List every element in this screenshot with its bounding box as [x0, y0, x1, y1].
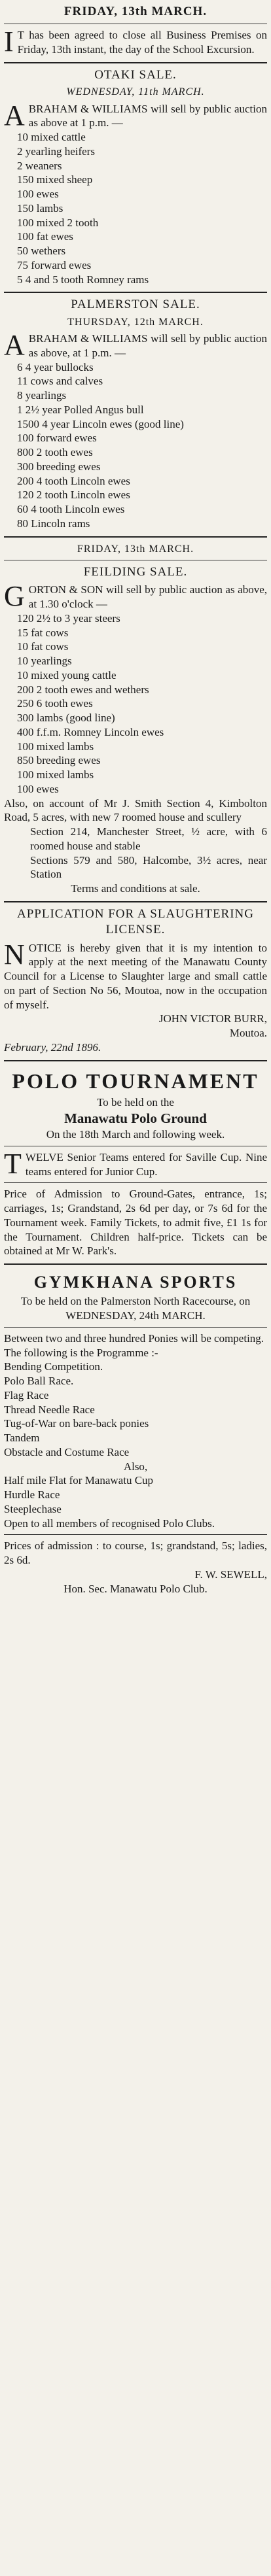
ad-title: PALMERSTON SALE. — [71, 298, 200, 312]
list-item: 200 2 tooth ewes and wethers — [17, 683, 149, 696]
also-text: Also, — [123, 1460, 148, 1473]
list-item: 100 mixed lambs — [17, 768, 94, 781]
list-item: Thread Needle Race — [4, 1403, 95, 1416]
list-item: Flag Race — [4, 1388, 49, 1401]
list-item: 120 2½ to 3 year steers — [17, 611, 120, 625]
list-item: 400 f.f.m. Romney Lincoln ewes — [17, 725, 164, 738]
list-item: 1500 4 year Lincoln ewes (good line) — [17, 417, 184, 430]
ad-title: GYMKHANA SPORTS — [33, 1273, 238, 1292]
list-item: 1 2½ year Polled Angus bull — [17, 403, 144, 416]
list-item: Polo Ball Race. — [4, 1375, 74, 1388]
notice-title: FRIDAY, 13th MARCH. — [63, 5, 208, 18]
stock-list — [4, 360, 267, 531]
license-notice — [4, 902, 267, 1061]
sale-date: WEDNESDAY, 11th MARCH. — [66, 86, 205, 98]
list-item: 10 fat cows — [17, 640, 69, 653]
list-item: 100 ewes — [17, 782, 59, 795]
list-item: 150 mixed sheep — [17, 173, 93, 186]
list-item: 2 weaners — [17, 159, 62, 172]
notice-body: OTICE is hereby given that it is my intention to apply at the next meeting of the Manawatu County Council for a License to Slaughter large and small cattle on part of Section No 56, Moutoa, now in the occupation of myself. — [4, 941, 267, 1011]
programme-intro: The following is the Programme :- — [4, 1346, 158, 1359]
property-section: Section 214, Manchester Street, ½ acre, with 6 roomed house and stable — [30, 825, 267, 852]
ad-title: FEILDING SALE. — [83, 565, 188, 579]
drop-cap: A — [4, 99, 25, 131]
palmerston-sale-ad — [4, 293, 267, 537]
open-text: Open to all members of recognised Polo Clubs. — [4, 1517, 215, 1530]
list-item: 800 2 tooth ewes — [17, 446, 93, 459]
venue: Manawatu Polo Ground — [64, 1110, 207, 1127]
drop-cap: A — [4, 329, 25, 362]
list-item: Tug-of-War on bare-back ponies — [4, 1417, 149, 1430]
list-item: Obstacle and Costume Race — [4, 1445, 130, 1458]
list-item: Tandem — [4, 1432, 40, 1445]
signature-role: Hon. Sec. Manawatu Polo Club. — [63, 1582, 208, 1595]
stock-list — [4, 130, 267, 286]
signature: JOHN VICTOR BURR, — [158, 1012, 267, 1025]
list-item: 2 yearling heifers — [17, 145, 95, 158]
list-item: 200 4 tooth Lincoln ewes — [17, 474, 130, 487]
list-item: 11 cows and calves — [17, 375, 103, 388]
list-item: 850 breeding ewes — [17, 754, 101, 767]
held-text: To be held on the — [97, 1096, 174, 1109]
divider — [4, 1182, 267, 1183]
signature: F. W. SEWELL, — [194, 1568, 267, 1581]
list-item: 150 lambs — [17, 201, 63, 215]
list-item: 50 wethers — [17, 245, 66, 258]
list-item: 100 mixed 2 tooth — [17, 216, 99, 229]
held-text: To be held on the Palmerston North Racecourse, on — [20, 1295, 251, 1308]
notice-date: February, 22nd 1896. — [4, 1040, 101, 1054]
prices-text: Prices of admission : to course, 1s; grandstand, 5s; ladies, 2s 6d. — [4, 1539, 267, 1567]
list-item: 10 yearlings — [17, 655, 72, 668]
list-item: Steeplechase — [4, 1502, 62, 1515]
feilding-sale-ad — [4, 538, 267, 902]
sale-date: THURSDAY, 12th MARCH. — [67, 316, 204, 328]
auction-intro: ORTON & SON will sell by public auction as above, at 1.30 o'clock — — [28, 583, 267, 611]
list-item: 10 mixed young cattle — [17, 668, 117, 681]
drop-cap: N — [4, 938, 25, 970]
gymkhana-sports-ad — [4, 1265, 267, 1601]
drop-cap: I — [4, 26, 14, 58]
auction-intro: BRAHAM & WILLIAMS will sell by public auction as above, at 1 p.m. — — [28, 332, 267, 359]
stock-list — [4, 611, 267, 797]
notice-body: T has been agreed to close all Business Premises on Friday, 13th instant, the day of the School Excursion. — [17, 29, 267, 56]
event-date: WEDNESDAY, 24th MARCH. — [65, 1309, 206, 1322]
list-item: 300 lambs (good line) — [17, 712, 115, 725]
dates-text: On the 18th March and following week. — [46, 1128, 225, 1141]
list-item: 80 Lincoln rams — [17, 517, 90, 530]
list-item: 15 fat cows — [17, 626, 69, 639]
sale-date: FRIDAY, 13th MARCH. — [77, 543, 194, 555]
list-item: 100 forward ewes — [17, 432, 97, 445]
intro-text: Between two and three hundred Ponies will be competing. — [4, 1331, 264, 1345]
list-item: 10 mixed cattle — [17, 131, 86, 144]
ad-title: POLO TOURNAMENT — [12, 1069, 259, 1093]
divider — [4, 1534, 267, 1535]
divider — [4, 1327, 267, 1328]
list-item: 120 2 tooth Lincoln ewes — [17, 489, 130, 502]
list-item: Half mile Flat for Manawatu Cup — [4, 1474, 154, 1487]
list-item: Hurdle Race — [4, 1488, 60, 1502]
ad-title: APPLICATION FOR A SLAUGHTERING LICENSE. — [17, 906, 254, 937]
prices-text: Price of Admission to Ground-Gates, entrance, 1s; carriages, 1s; Grandstand, 2s 6d per day, or 7s 6d for the Tournament week. Family Tickets, to admit five, £1 1s for the Tournament. Children half-price. Tickets can be obtained at Mr W. Park's. — [4, 1188, 267, 1258]
closing-notice — [4, 0, 267, 63]
list-item: 5 4 and 5 tooth Romney rams — [17, 273, 149, 286]
list-item: 250 6 tooth ewes — [17, 697, 93, 710]
ad-title: OTAKI SALE. — [94, 67, 177, 82]
polo-tournament-ad — [4, 1061, 267, 1265]
list-item: Bending Competition. — [4, 1360, 103, 1373]
drop-cap: T — [4, 1147, 22, 1180]
teams-text: WELVE Senior Teams entered for Saville Cup. Nine teams entered for Junior Cup. — [25, 1150, 267, 1178]
list-item: 100 fat ewes — [17, 230, 73, 243]
list-item: 100 mixed lambs — [17, 740, 94, 753]
drop-cap: G — [4, 580, 25, 613]
programme-list-2 — [4, 1473, 267, 1516]
list-item: 8 yearlings — [17, 389, 67, 402]
terms-text: Terms and conditions at sale. — [71, 882, 200, 895]
programme-list — [4, 1360, 267, 1459]
list-item: 6 4 year bullocks — [17, 360, 94, 373]
auction-intro: BRAHAM & WILLIAMS will sell by public auction as above at 1 p.m. — — [28, 102, 267, 129]
signature-place: Moutoa. — [229, 1027, 267, 1040]
list-item: 100 ewes — [17, 188, 59, 201]
otaki-sale-ad — [4, 63, 267, 294]
property-section: Sections 579 and 580, Halcombe, 3½ acres, near Station — [30, 853, 267, 881]
property-also: Also, on account of Mr J. Smith Section 4, Kimbolton Road, 5 acres, with new 7 roomed house and scullery — [4, 797, 267, 824]
list-item: 300 breeding ewes — [17, 460, 101, 473]
list-item: 75 forward ewes — [17, 258, 92, 271]
list-item: 60 4 tooth Lincoln ewes — [17, 503, 125, 516]
